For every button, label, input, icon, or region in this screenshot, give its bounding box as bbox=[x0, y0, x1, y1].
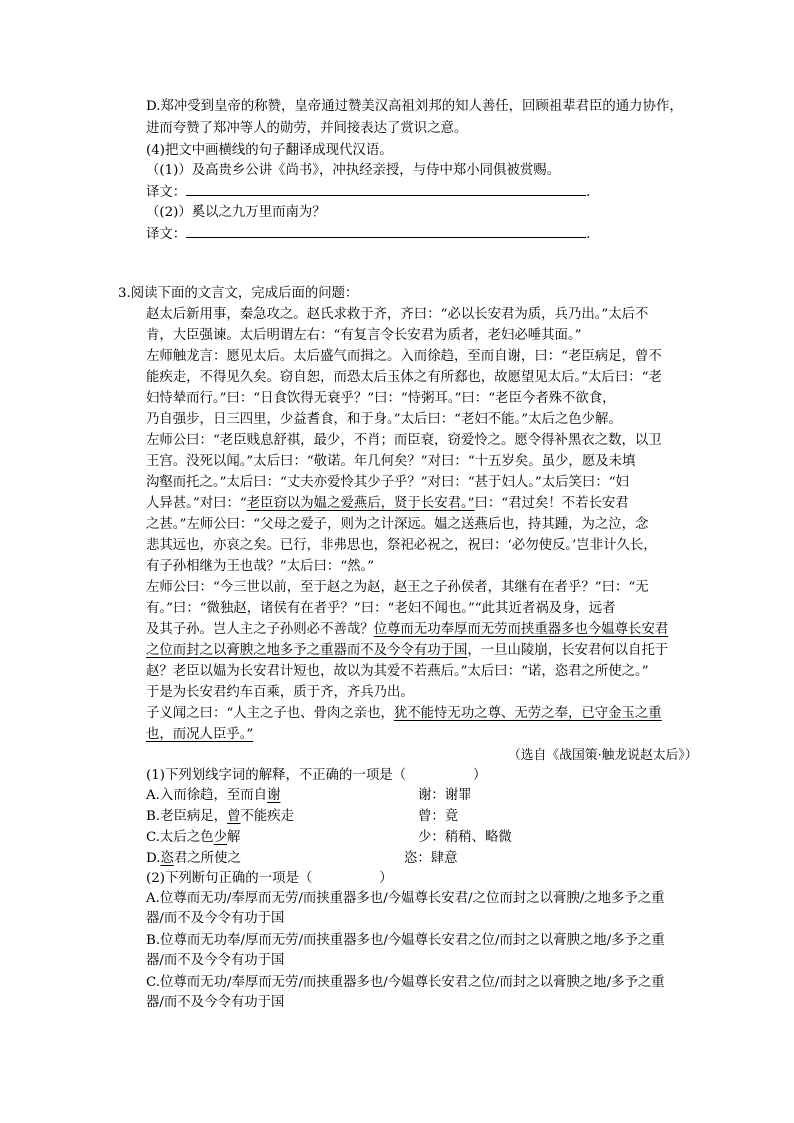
sub2-option-a[interactable]: A.位尊而无功/奉厚而无劳/而挟重器多也/今媪尊长安君/之位而封之以膏腴/之地多予之重 bbox=[146, 891, 665, 906]
passage-line: 于是为长安君约车百乘，质于齐，齐兵乃出。 bbox=[146, 685, 414, 700]
sub2-option-c[interactable]: C.位尊而无功/奉厚而无劳/而挟重器多也/今媪尊长安君之位/而封之以膏腴之地/多予之重 bbox=[146, 975, 665, 990]
sub1-option-b[interactable]: B.老臣病足，曾不能疾走 bbox=[146, 809, 295, 824]
sentence-1: （(1)）及高贵乡公讲《尚书》，冲执经亲授，与侍中郑小同俱被赏赐。 bbox=[146, 163, 560, 178]
sub1-option-d[interactable]: D.恣君之所使之 bbox=[146, 851, 241, 866]
sub2-option-b-cont[interactable]: 器/而不及今令有功于国 bbox=[146, 953, 285, 968]
sentence-2: （(2)）奚以之九万里而南为？ bbox=[146, 205, 326, 220]
passage-line: 有。”曰：“微独赵，诸侯有在者乎？”曰：“老妇不闻也。”“此其近者祸及身，远者 bbox=[146, 601, 616, 616]
translate-prompt: (4)把文中画横线的句子翻译成现代汉语。 bbox=[146, 143, 393, 158]
sub-question-1-stem: (1)下列划线字词的解释，不正确的一项是（ ） bbox=[146, 768, 487, 783]
underlined-sentence: 犹不能恃无功之尊、无劳之奉，已守金玉之重 bbox=[393, 706, 662, 721]
answer-line-2[interactable]: 译文： . bbox=[146, 222, 590, 244]
passage-line: 左师公曰：“今三世以前，至于赵之为赵，赵王之子孙侯者，其继有在者乎？”曰：“无 bbox=[146, 580, 649, 595]
sub1-option-c-gloss: 少：稍稍、略微 bbox=[418, 830, 512, 845]
answer-blank-2[interactable] bbox=[186, 222, 586, 238]
sub1-option-a[interactable]: A.入而徐趋，至而自谢 bbox=[146, 788, 281, 803]
answer-line-1[interactable]: 译文： . bbox=[146, 180, 590, 202]
underlined-sentence: 位尊而无功奉厚而无劳而挟重器多也今媪尊长安君 bbox=[373, 622, 669, 637]
sub2-option-b[interactable]: B.位尊而无功奉/厚而无劳/而挟重器多也/今媪尊长安君之位/而封之以膏腴之地/多予之重 bbox=[146, 933, 665, 948]
option-d-line-2: 进而夸赞了郑冲等人的勋劳，并间接表达了赏识之意。 bbox=[146, 121, 468, 136]
answer-blank-1[interactable] bbox=[186, 180, 586, 196]
passage-line: 子义闻之曰：“人主之子也、骨肉之亲也，犹不能恃无功之尊、无劳之奉，已守金玉之重 bbox=[146, 706, 662, 721]
underlined-sentence: 老臣窃以为媪之爱燕后，贤于长安君。” bbox=[246, 496, 475, 511]
passage-line: 悲其远也，亦哀之矣。已行，非弗思也，祭祀必祝之，祝曰：‘必勿使反。’岂非计久长， bbox=[146, 538, 657, 553]
passage-line bbox=[146, 724, 253, 746]
sub1-option-a-gloss: 谢：谢罪 bbox=[418, 788, 472, 803]
question-3-heading: 3.阅读下面的文言文，完成后面的问题： bbox=[118, 286, 359, 301]
source-citation: （选自《战国策·触龙说赵太后》） bbox=[508, 748, 698, 763]
underlined-sentence: 之位而封之以膏腴之地多予之重器而不及今令有功于国 bbox=[146, 643, 468, 658]
passage-line: 左师公曰：“老臣贱息舒祺，最少，不肖；而臣衰，窃爱怜之。愿令得补黑衣之数，以卫 bbox=[146, 433, 662, 448]
passage-line: 沟壑而托之。”太后曰：“丈夫亦爱怜其少子乎？”对曰：“甚于妇人。”太后笑曰：“妇 bbox=[146, 475, 629, 490]
passage-line: 及其子孙。岂人主之子孙则必不善哉？位尊而无功奉厚而无劳而挟重器多也今媪尊长安君 bbox=[146, 622, 669, 637]
sub2-option-c-cont[interactable]: 器/而不及今令有功于国 bbox=[146, 995, 285, 1010]
passage-line: 能疾走，不得见久矣。窃自恕，而恐太后玉体之有所郄也，故愿望见太后。”太后曰：“老 bbox=[146, 370, 662, 385]
passage-line: 妇恃辇而行。”曰：“日食饮得无衰乎？”曰：“恃粥耳。”曰：“老臣今者殊不欲食， bbox=[146, 391, 616, 406]
passage-line: 赵太后新用事，秦急攻之。赵氏求救于齐，齐曰：“必以长安君为质，兵乃出。”太后不 bbox=[146, 307, 649, 322]
passage-line: 之位而封之以膏腴之地多予之重器而不及今令有功于国，一旦山陵崩，长安君何以自托于 bbox=[146, 643, 669, 658]
passage-line: 左师触龙言：愿见太后。太后盛气而揖之。入而徐趋，至而自谢，曰：“老臣病足，曾不 bbox=[146, 349, 662, 364]
passage-line: 人异甚。”对曰：“老臣窃以为媪之爱燕后，贤于长安君。”曰：“君过矣！不若长安君 bbox=[146, 496, 629, 511]
option-d-line-1: D.郑冲受到皇帝的称赞，皇帝通过赞美汉高祖刘邦的知人善任，回顾祖辈君臣的通力协作， bbox=[146, 99, 683, 114]
sub1-option-c[interactable]: C.太后之色少解 bbox=[146, 830, 241, 845]
sub-question-2-stem: (2)下列断句正确的一项是（ ） bbox=[146, 871, 393, 886]
sub2-option-a-cont[interactable]: 器/而不及今令有功于国 bbox=[146, 911, 285, 926]
passage-line: 肯，大臣强谏。太后明谓左右：“有复言令长安君为质者，老妇必唾其面。” bbox=[146, 328, 582, 343]
passage-line: 之甚。”左师公曰：“父母之爱子，则为之计深远。媪之送燕后也，持其踵，为之泣，念 bbox=[146, 517, 649, 532]
passage-line: 乃自强步，日三四里，少益耆食，和于身。”太后曰：“老妇不能。”太后之色少解。 bbox=[146, 412, 622, 427]
passage-line: 有子孙相继为王也哉？”太后曰：“然。” bbox=[146, 559, 375, 574]
passage-line: 王宫。没死以闻。”太后曰：“敬诺。年几何矣？”对曰：“十五岁矣。虽少，愿及未填 bbox=[146, 454, 636, 469]
sub1-option-d-gloss: 恣：肆意 bbox=[404, 851, 458, 866]
underlined-sentence: 也，而况人臣乎。” bbox=[146, 727, 254, 742]
passage-line: 赵？老臣以媪为长安君计短也，故以为其爱不若燕后。”太后曰：“诺，恣君之所使之。” bbox=[146, 664, 649, 679]
sub1-option-b-gloss: 曾：竟 bbox=[418, 809, 459, 824]
